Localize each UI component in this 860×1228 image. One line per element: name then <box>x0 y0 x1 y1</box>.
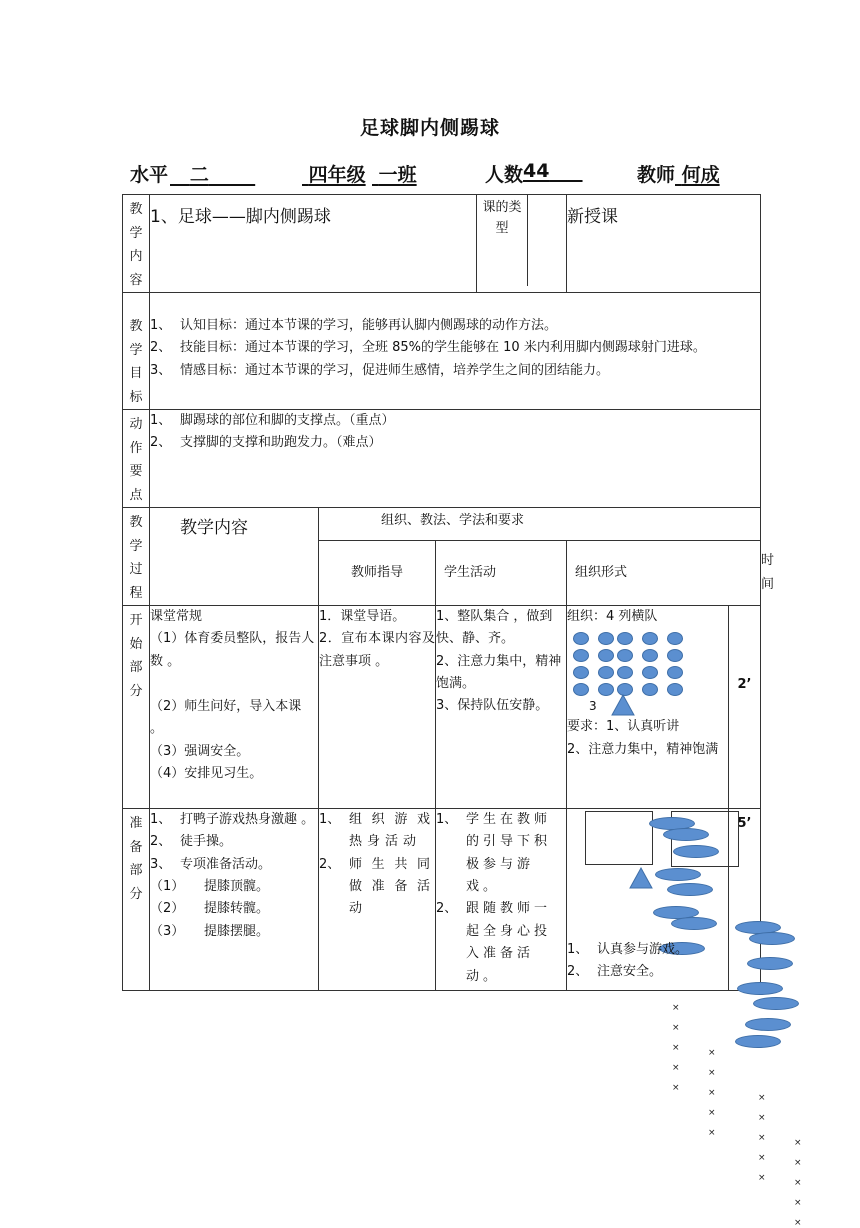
student-activity-header: 学生活动 <box>436 540 567 605</box>
cross-mark-icon: × <box>672 1023 680 1033</box>
process-method-header: 组织、教法、学法和要求 <box>319 508 761 541</box>
student-dot-icon <box>667 632 683 645</box>
lesson-type-label: 课的类型 <box>477 195 528 286</box>
student-dot-icon <box>598 649 614 662</box>
key-points-row-label: 动 作 要 点 <box>123 410 150 508</box>
teacher-guidance-header: 教师指导 <box>319 540 436 605</box>
cross-mark-icon: × <box>672 1083 680 1093</box>
student-dot-icon <box>573 666 589 679</box>
part2-row-label: 准 备 部 分 <box>123 809 150 991</box>
student-dot-icon <box>753 997 799 1010</box>
objective-item: 2、 技能目标：通过本节课的学习，全班 85%的学生能够在 10 米内利用脚内侧踢球射门进球。 <box>150 340 706 356</box>
student-item: 2、 跟随教师一起全身心投入准备活动。 <box>436 901 552 984</box>
objective-item: 1、 认知目标：通过本节课的学习，能够再认脚内侧踢球的动作方法。 <box>150 318 558 333</box>
content-row-label: 教 学 内 容 <box>123 195 150 293</box>
teacher-item: 1、 组织游戏热身活动 <box>319 812 435 850</box>
part2-student <box>436 809 567 991</box>
student-dot-icon <box>671 917 717 930</box>
cross-mark-icon: × <box>794 1158 802 1168</box>
student-dot-icon <box>749 932 795 945</box>
teacher-value: 何成 <box>681 164 720 186</box>
part2-form <box>567 809 802 1228</box>
student-dot-icon <box>747 957 793 970</box>
part1-form: 组织：4 列横队 3 要求：1、认真听讲 2、注意力集中，精神饱满 <box>567 606 729 809</box>
grade-value: 四年级 <box>308 164 366 186</box>
student-dot-icon <box>598 666 614 679</box>
student-dot-icon <box>673 845 719 858</box>
cross-mark-icon: × <box>758 1113 766 1123</box>
cross-mark-icon: × <box>758 1093 766 1103</box>
student-dot-icon <box>573 632 589 645</box>
objective-item: 3、 情感目标：通过本节课的学习，促进师生感情，培养学生之间的团结能力。 <box>150 362 610 378</box>
prep-item: （3） 提膝摆腿。 <box>150 923 270 939</box>
class-value: 一班 <box>378 164 417 186</box>
part1-time: 2’ <box>729 606 761 809</box>
student-dot-icon <box>667 683 683 696</box>
student-dot-icon <box>667 666 683 679</box>
student-dot-icon <box>642 632 658 645</box>
student-dot-icon <box>617 649 633 662</box>
student-dot-icon <box>667 649 683 662</box>
cross-mark-icon: × <box>672 1063 680 1073</box>
student-dot-icon <box>642 666 658 679</box>
cross-mark-icon: × <box>708 1048 716 1058</box>
part2-teacher <box>319 809 436 991</box>
prep-item: 3、 专项准备活动。 <box>150 856 272 872</box>
process-content-header: 教学内容 <box>150 508 319 606</box>
part1-row-label: 开 始 部 分 <box>123 606 150 809</box>
formation-mark: 3 <box>589 699 597 714</box>
cross-mark-icon: × <box>794 1138 802 1148</box>
lesson-type-cell <box>477 195 567 293</box>
cross-mark-icon: × <box>708 1088 716 1098</box>
part1-teacher: 1．课堂导语。 2．宣布本课内容及注意事项 。 <box>319 606 436 809</box>
document-title: 足球脚内侧踢球 <box>359 117 500 139</box>
cross-mark-icon: × <box>794 1198 802 1208</box>
part2-time: 5’ <box>729 809 761 991</box>
student-dot-icon <box>617 666 633 679</box>
cross-mark-icon: × <box>708 1128 716 1138</box>
level-value: 二 <box>189 164 209 186</box>
teacher-triangle-icon <box>629 867 653 889</box>
cross-mark-icon: × <box>758 1133 766 1143</box>
teacher-label: 教师 <box>637 164 676 186</box>
content-text: 1、足球——脚内侧踢球 <box>150 195 477 293</box>
key-point-item: 2、 支撑脚的支撑和助跑发力。（难点） <box>150 435 382 451</box>
student-dot-icon <box>737 982 783 995</box>
cross-mark-icon: × <box>794 1218 802 1228</box>
cross-mark-icon: × <box>794 1178 802 1188</box>
student-dot-icon <box>642 683 658 696</box>
key-point-item: 1、 脚踢球的部位和脚的支撑点。（重点） <box>150 413 395 428</box>
part2-content <box>150 809 319 991</box>
part1-student: 1、整队集合 ，做到快、静、齐。 2、注意力集中，精神饱满。 3、保持队伍安静。 <box>436 606 567 809</box>
teacher-triangle-icon <box>611 694 635 716</box>
cross-mark-icon: × <box>708 1068 716 1078</box>
prep-item: 1、 打鸭子游戏热身激趣 。 <box>150 812 315 827</box>
student-dot-icon <box>745 1018 791 1031</box>
lesson-plan-table: 教 学 内 容 1、足球——脚内侧踢球 课的类型 新授课 教 学 目 标 1、 认知目标：通过本节课的学习，能够再认脚内侧踢球的动作方法。 2、 技能目标：通过本节课的学习，全班 85%的学生能够在 10 米内利用脚内侧踢球射门进球。 3、 情感目标：通过本节课的学习，促进师生感情，培养学生之间的团结能力。 动 作 要 点 1、 脚踢球的部位和脚的支撑点。（重点） 2、 支撑脚的支撑和助跑发力。（难点） 教 学 过 程 教学内容 组织、教法、学法和要求 教师指导 学生活动 组织形式 时 间 开 始 部 分 课堂常规 （1）体育委员整队，报告人数 。 （2）师生问好，导入本课 。 （3）强调安全。 （4）安排见习生。 1．课堂导语。 2．宣布本课内容及注意事项 。 1、整队集合 ，做到快、静、齐。 2、注意力集中，精神饱满。 3、保持队伍安静。 组织：4 列横队 3 要求：1、认真听讲 2、注意力集中，精神饱满 2’ 准 备 部 分 1、 打鸭子游戏热身激趣 。 2、 徒手操。 3、 专项准备活动。 （1） 提膝顶髋。 （2） 提膝转髋。 （3） 提膝摆腿。 1、 组织游戏热身活动 2、 师生共同做准备活动 1、 学生在教师的引导下积极参与游戏。 2、 跟随教师一起全身心投入准备活动。 × × × × × × × × × × × × × × × × × × × × 1、 认真参与游戏。 2、 注意安全。 5’ <box>122 194 761 991</box>
student-dot-icon <box>573 683 589 696</box>
student-dot-icon <box>573 649 589 662</box>
prep-item: （2） 提膝转髋。 <box>150 901 270 917</box>
level-label: 水平 <box>130 164 169 186</box>
organization-form-header: 组织形式 <box>567 540 761 605</box>
student-dot-icon <box>667 883 713 896</box>
prep-item: （1） 提膝顶髋。 <box>150 879 270 895</box>
formation-diagram <box>567 628 728 716</box>
student-dot-icon <box>617 632 633 645</box>
process-row-label: 教 学 过 程 <box>123 508 150 606</box>
student-dot-icon <box>598 632 614 645</box>
teacher-item: 2、 师生共同做准备活动 <box>319 856 435 917</box>
student-dot-icon <box>655 868 701 881</box>
form-req-item: 2、 注意安全。 <box>567 964 663 980</box>
student-dot-icon <box>642 649 658 662</box>
lesson-type-value: 新授课 <box>567 195 761 293</box>
cross-mark-icon: × <box>672 1003 680 1013</box>
form-req-item: 1、 认真参与游戏。 <box>567 942 689 957</box>
student-item: 1、 学生在教师的引导下积极参与游戏。 <box>436 812 552 895</box>
cross-mark-icon: × <box>672 1043 680 1053</box>
key-points-list <box>150 410 761 508</box>
cross-mark-icon: × <box>758 1153 766 1163</box>
part1-content: 课堂常规 （1）体育委员整队，报告人数 。 （2）师生问好，导入本课 。 （3）强调安全。 （4）安排见习生。 <box>150 606 319 809</box>
prep-item: 2、 徒手操。 <box>150 834 233 850</box>
count-value: 44 <box>523 160 550 182</box>
objectives-row-label: 教 学 目 标 <box>123 293 150 410</box>
count-label: 人数 <box>485 164 524 186</box>
cross-mark-icon: × <box>708 1108 716 1118</box>
student-dot-icon <box>663 828 709 841</box>
cross-mark-icon: × <box>758 1173 766 1183</box>
objectives-list <box>150 293 761 410</box>
class-info-line <box>130 160 740 186</box>
